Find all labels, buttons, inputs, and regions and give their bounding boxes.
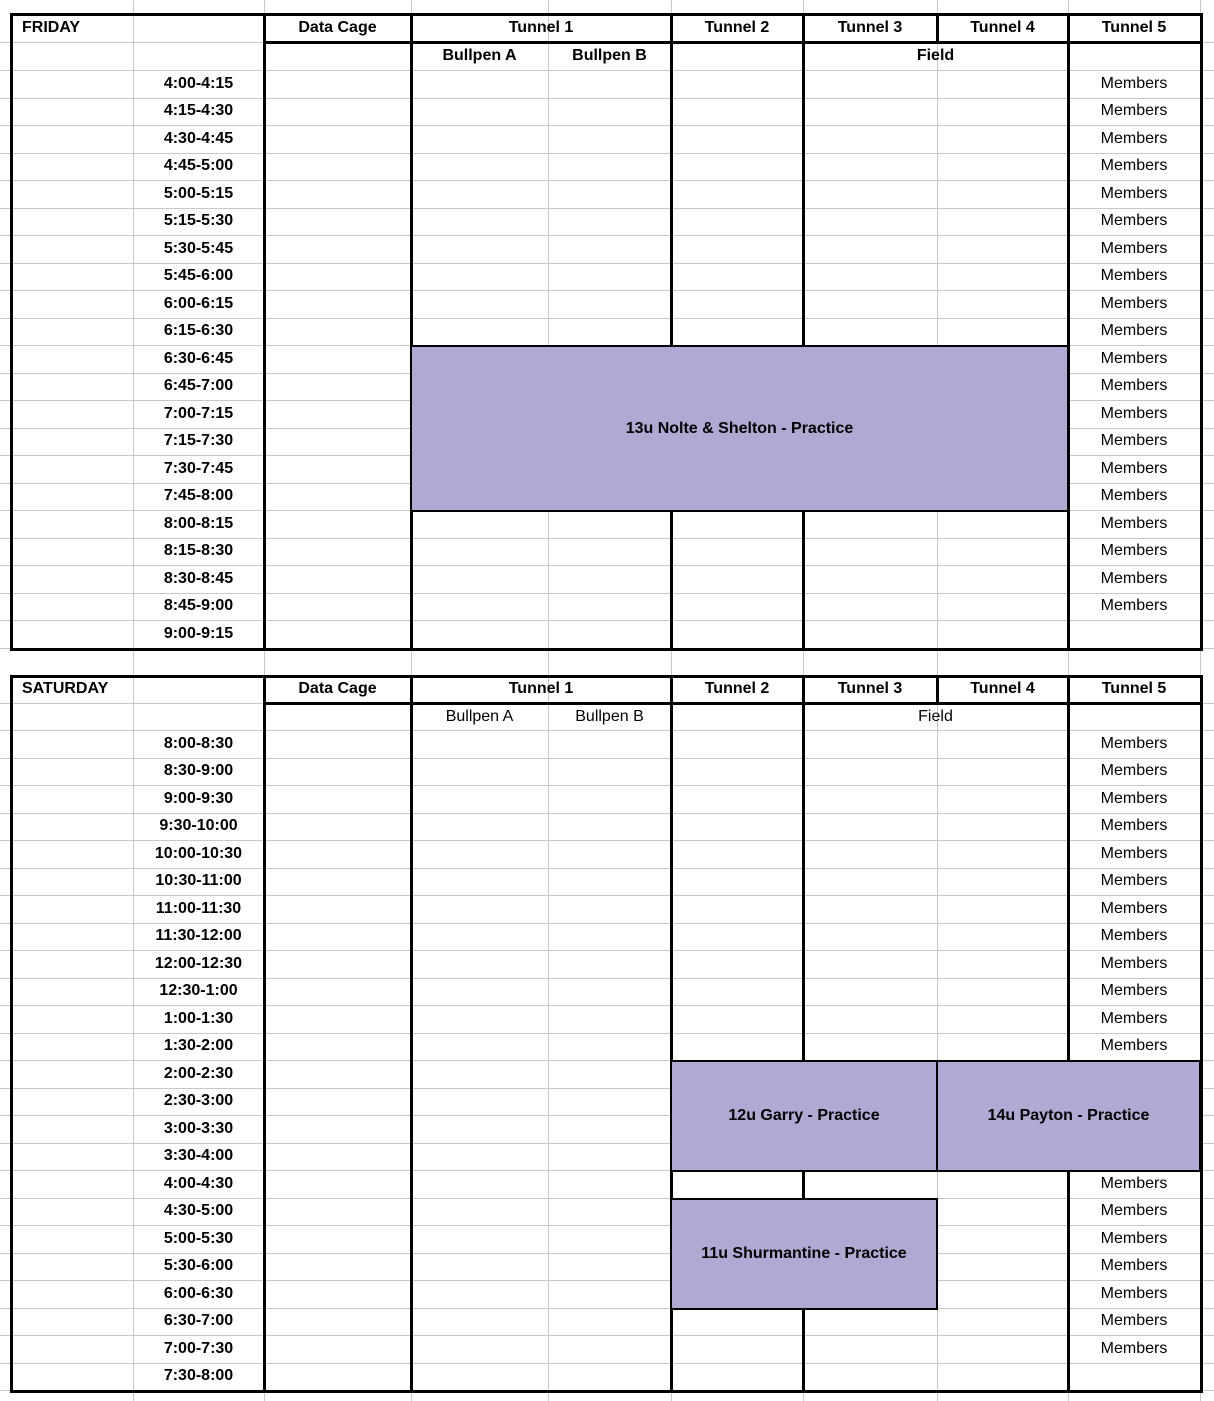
day-label: FRIDAY [22,18,81,36]
tunnel5-booking: Members [1100,569,1168,587]
tunnel5-booking: Members [1100,294,1168,312]
time-slot: 5:30-5:45 [163,239,234,257]
header-data-cage: Data Cage [298,680,377,697]
tunnel5-booking: Members [1100,872,1168,890]
section-left-border [10,13,13,651]
section-bottom-border [10,1390,1203,1393]
tunnel5-booking: Members [1100,487,1168,505]
tunnel5-booking: Members [1100,817,1168,835]
section-left-border [10,675,13,1393]
header-tunnel-4: Tunnel 4 [970,18,1035,36]
tunnel5-booking: Members [1100,157,1168,175]
day-label: SATURDAY [22,680,109,697]
header-tunnel-4: Tunnel 4 [970,680,1035,697]
tunnel5-booking: Members [1100,734,1168,752]
column-divider [802,13,805,651]
time-slot: 12:00-12:30 [154,954,243,972]
tunnel5-booking: Members [1100,542,1168,560]
tunnel5-booking: Members [1100,1339,1168,1357]
header-tunnel-5: Tunnel 5 [1101,680,1167,697]
section-right-border [1200,13,1203,651]
time-slot: 4:30-4:45 [163,129,234,147]
tunnel5-booking [1068,1363,1200,1391]
time-slot: 12:30-1:00 [159,982,238,1000]
tunnel5-booking: Members [1100,1009,1168,1027]
subheader-bullpen-a: Bullpen A [442,47,517,64]
time-slot: 7:30-8:00 [163,1367,234,1385]
time-slot: 10:30-11:00 [155,872,242,890]
time-slot: 7:45-8:00 [163,487,234,505]
time-slot: 7:00-7:15 [163,404,234,422]
time-slot: 8:15-8:30 [163,542,234,560]
tunnel5-booking: Members [1100,349,1168,367]
booking-block[interactable]: 12u Garry - Practice [670,1060,938,1172]
tunnel5-booking: Members [1100,239,1168,257]
time-slot: 11:30-12:00 [155,927,242,945]
tunnel5-booking: Members [1100,927,1168,945]
time-slot: 6:00-6:30 [163,1284,234,1302]
time-slot: 2:00-2:30 [163,1064,234,1082]
subheader-bullpen-b: Bullpen B [572,47,647,64]
tunnel5-booking: Members [1100,844,1168,862]
tunnel5-booking: Members [1100,102,1168,120]
tunnel5-booking: Members [1100,74,1168,92]
time-slot: 4:15-4:30 [163,102,234,120]
time-slot: 8:45-9:00 [163,597,234,615]
column-divider [410,675,413,1393]
tunnel5-booking: Members [1100,1312,1168,1330]
section-bottom-border [10,648,1203,651]
tunnel5-booking: Members [1100,1229,1168,1247]
column-divider [410,13,413,651]
tunnel5-booking: Members [1100,404,1168,422]
time-slot: 7:00-7:30 [163,1339,234,1357]
booking-block[interactable]: 11u Shurmantine - Practice [670,1198,938,1310]
time-slot: 8:30-9:00 [163,762,234,780]
tunnel5-booking: Members [1100,432,1168,450]
tunnel5-booking: Members [1100,267,1168,285]
subheader-field: Field [916,47,955,64]
header-tunnel-2: Tunnel 2 [704,18,770,36]
tunnel5-booking: Members [1100,1284,1168,1302]
time-slot: 5:00-5:30 [163,1229,234,1247]
tunnel5-booking: Members [1100,954,1168,972]
time-slot: 6:30-7:00 [163,1312,234,1330]
column-divider [670,13,673,651]
tunnel5-booking: Members [1100,982,1168,1000]
tunnel5-booking: Members [1100,1037,1168,1055]
time-slot: 5:15-5:30 [163,212,234,230]
tunnel5-booking: Members [1100,1257,1168,1275]
time-slot: 7:30-7:45 [163,459,234,477]
time-slot: 10:00-10:30 [154,844,243,862]
tunnel5-booking [1068,620,1200,648]
time-slot: 6:00-6:15 [163,294,234,312]
time-slot: 4:00-4:30 [163,1174,234,1192]
time-slot: 3:30-4:00 [163,1147,234,1165]
subheader-field: Field [918,707,953,725]
time-slot: 5:00-5:15 [163,184,234,202]
tunnel5-booking: Members [1100,762,1168,780]
time-slot: 6:30-6:45 [163,349,234,367]
time-slot: 9:00-9:30 [163,789,234,807]
header-data-cage: Data Cage [298,18,377,36]
section-right-border [1200,675,1203,1393]
time-slot: 11:00-11:30 [155,899,242,917]
header-tunnel-3: Tunnel 3 [837,18,903,36]
time-slot: 4:30-5:00 [163,1202,234,1220]
time-slot: 9:00-9:15 [163,624,234,642]
tunnel5-booking: Members [1100,597,1168,615]
tunnel5-booking: Members [1100,322,1168,340]
time-slot: 8:30-8:45 [163,569,234,587]
booking-block[interactable]: 14u Payton - Practice [936,1060,1201,1172]
time-slot: 1:30-2:00 [163,1037,234,1055]
time-slot: 7:15-7:30 [163,432,234,450]
tunnel5-booking: Members [1100,789,1168,807]
time-slot: 4:00-4:15 [163,74,234,92]
time-slot: 8:00-8:15 [163,514,234,532]
tunnel5-booking: Members [1100,899,1168,917]
tunnel5-booking: Members [1100,1174,1168,1192]
time-slot: 5:45-6:00 [163,267,234,285]
tunnel5-booking: Members [1100,514,1168,532]
header-tunnel-2: Tunnel 2 [704,680,770,697]
time-slot: 9:30-10:00 [159,817,238,835]
time-slot: 4:45-5:00 [163,157,234,175]
tunnel5-booking: Members [1100,129,1168,147]
time-slot: 3:00-3:30 [163,1119,234,1137]
tunnel5-booking: Members [1100,377,1168,395]
booking-block[interactable]: 13u Nolte & Shelton - Practice [410,345,1069,512]
time-slot: 2:30-3:00 [163,1092,234,1110]
time-slot: 5:30-6:00 [163,1257,234,1275]
time-slot: 6:15-6:30 [163,322,234,340]
tunnel5-booking: Members [1100,1202,1168,1220]
header-tunnel-5: Tunnel 5 [1101,18,1167,36]
header-tunnel-1: Tunnel 1 [508,18,574,36]
tunnel5-booking: Members [1100,212,1168,230]
tunnel5-booking: Members [1100,459,1168,477]
time-slot: 6:45-7:00 [163,377,234,395]
subheader-bullpen-a: Bullpen A [445,707,514,725]
time-slot: 1:00-1:30 [163,1009,234,1027]
time-slot: 8:00-8:30 [163,734,234,752]
subheader-bullpen-b: Bullpen B [575,707,644,725]
header-tunnel-3: Tunnel 3 [837,680,903,697]
tunnel5-booking: Members [1100,184,1168,202]
header-tunnel-1: Tunnel 1 [508,680,574,697]
